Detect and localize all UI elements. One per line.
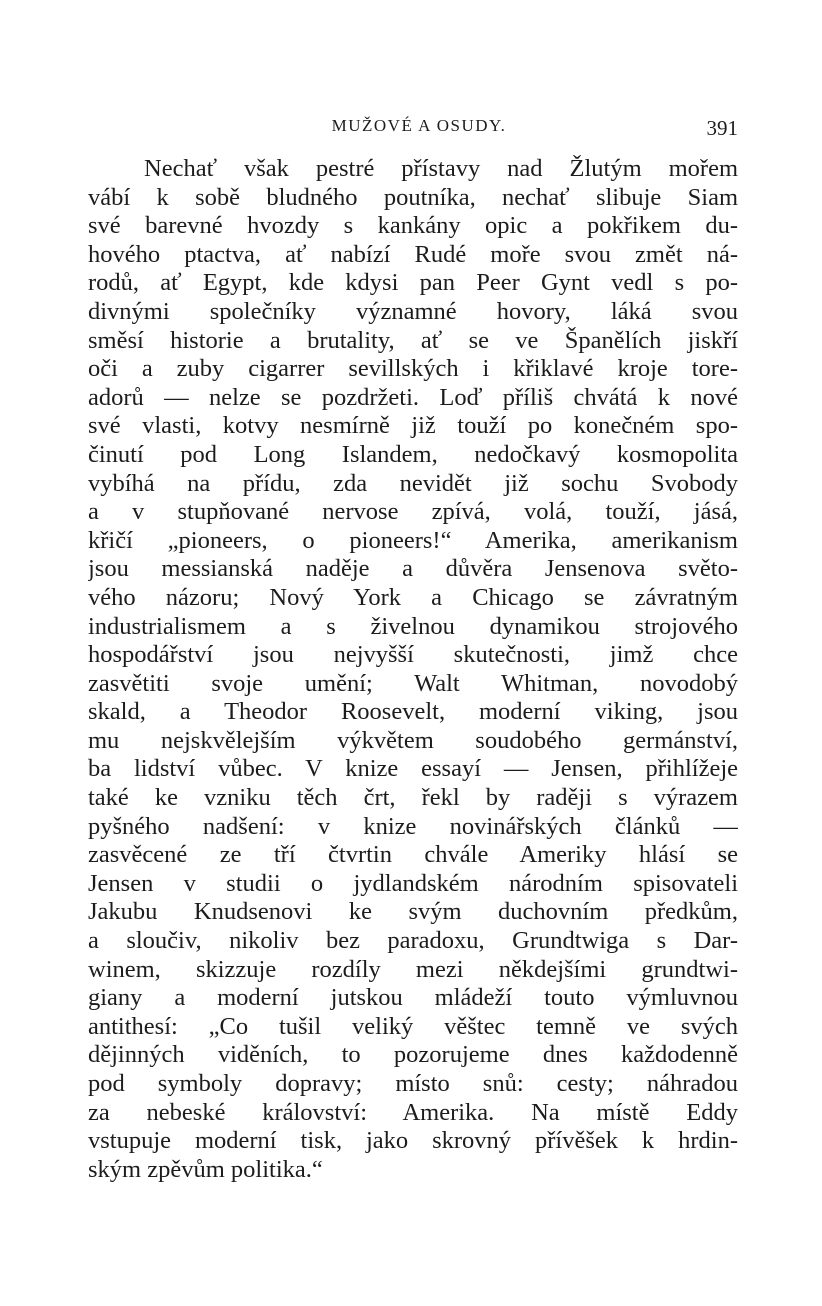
text-line: své vlasti, kotvy nesmírně již touží po konečném spo- xyxy=(88,412,738,440)
text-line: a sloučiv, nikoliv bez paradoxu, Grundtwiga s Dar- xyxy=(88,927,738,955)
text-line: vábí k sobě bludného poutníka, nechať slibuje Siam xyxy=(88,183,738,211)
page-number: 391 xyxy=(706,116,738,140)
text-line: rodů, ať Egypt, kde kdysi pan Peer Gynt vedl s po- xyxy=(88,269,738,297)
text-line: za nebeské království: Amerika. Na místě Eddy xyxy=(88,1098,738,1126)
text-line: mu nejskvělejším výkvětem soudobého germánství, xyxy=(88,726,738,754)
running-title: MUŽOVÉ A OSUDY. xyxy=(331,116,507,135)
text-line: vstupuje moderní tisk, jako skrovný přívěšek k hrdin- xyxy=(88,1127,738,1155)
text-line: své barevné hvozdy s kankány opic a pokřikem du- xyxy=(88,212,738,240)
running-head xyxy=(88,116,738,146)
text-line: zasvětiti svoje umění; Walt Whitman, novodobý xyxy=(88,669,738,697)
text-line: pod symboly dopravy; místo snů: cesty; náhradou xyxy=(88,1070,738,1097)
text-line: ským zpěvům politika.“ xyxy=(88,1155,323,1183)
text-line: pyšného nadšení: v knize novinářských článků — xyxy=(88,812,738,840)
text-line: divnými společníky významné hovory, láká svou xyxy=(88,297,738,325)
text-line: také ke vzniku těch črt, řekl by raději s výrazem xyxy=(88,784,738,812)
text-line: skald, a Theodor Roosevelt, moderní viking, jsou xyxy=(88,698,738,726)
text-line: směsí historie a brutality, ať se ve Španělích jiskří xyxy=(88,326,738,354)
text-line: vybíhá na přídu, zda nevidět již sochu Svobody xyxy=(88,469,738,497)
text-line: zasvěcené ze tří čtvrtin chvále Ameriky hlásí se xyxy=(88,841,738,869)
text-line: křičí „pioneers, o pioneers!“ Amerika, amerikanism xyxy=(88,526,738,554)
text-line: Nechať však pestré přístavy nad Žlutým mořem xyxy=(144,155,738,182)
text-line: winem, skizzuje rozdíly mezi někdejšími grundtwi- xyxy=(88,955,738,983)
text-line: hového ptactva, ať nabízí Rudé moře svou změt ná- xyxy=(88,240,738,268)
text-line: antithesí: „Co tušil veliký věštec temně ve svých xyxy=(88,1012,738,1040)
text-line: giany a moderní jutskou mládeží touto výmluvnou xyxy=(88,984,738,1012)
text-line: ba lidství vůbec. V knize essayí — Jensen, přihlížeje xyxy=(88,755,738,783)
text-line: činutí pod Long Islandem, nedočkavý kosmopolita xyxy=(88,440,738,468)
text-line: vého názoru; Nový York a Chicago se závratným xyxy=(88,583,738,611)
text-line: jsou messianská naděje a důvěra Jensenova světo- xyxy=(88,555,738,583)
text-line: dějinných viděních, to pozorujeme dnes každodenně xyxy=(88,1041,738,1069)
text-line: hospodářství jsou nejvyšší skutečnosti, jimž chce xyxy=(88,641,738,669)
text-line: industrialismem a s živelnou dynamikou strojového xyxy=(88,612,738,640)
text-line: adorů — nelze se pozdržeti. Loď příliš chvátá k nové xyxy=(88,383,738,411)
text-line: oči a zuby cigarrer sevillských i křiklavé kroje tore- xyxy=(88,355,738,383)
text-line: Jensen v studii o jydlandském národním spisovateli xyxy=(88,869,738,897)
text-line: Jakubu Knudsenovi ke svým duchovním předkům, xyxy=(88,898,738,926)
text-line: a v stupňované nervose zpívá, volá, touží, jásá, xyxy=(88,498,738,526)
body-paragraph xyxy=(88,155,738,1184)
